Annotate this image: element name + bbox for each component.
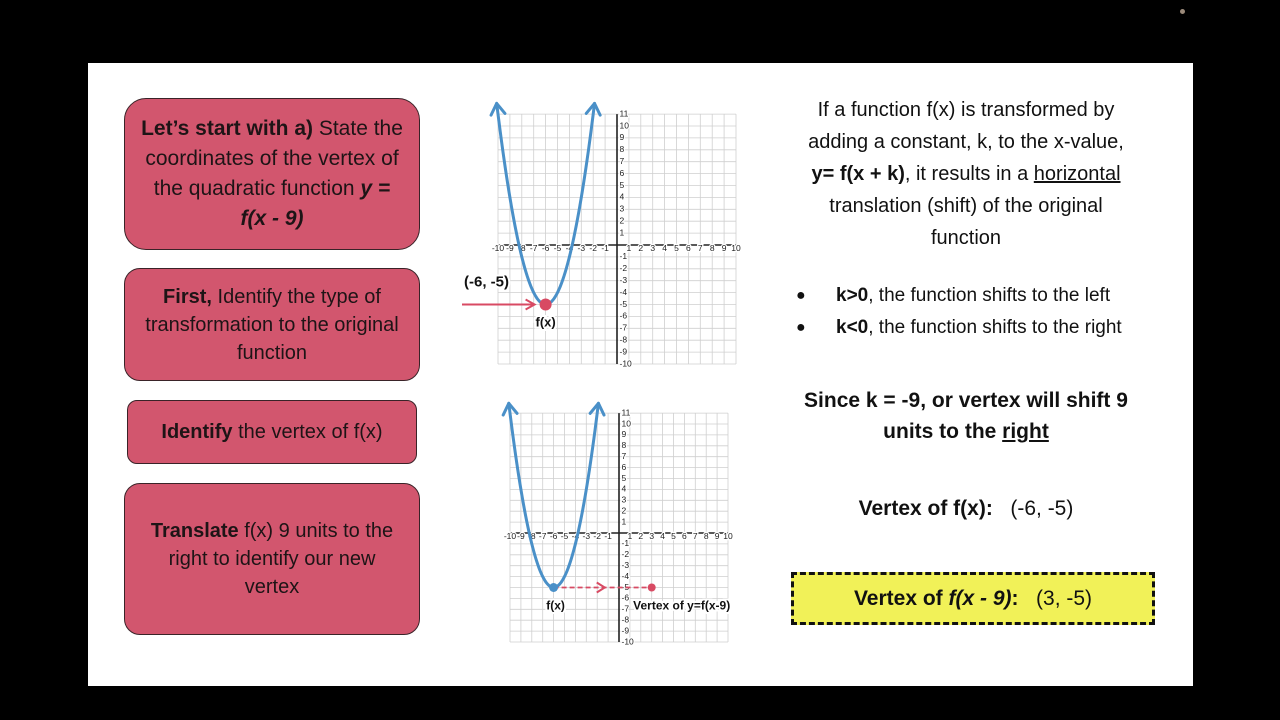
new-vertex-label: Vertex of y=f(x-9) <box>633 598 731 613</box>
x-tick-label: 7 <box>692 530 698 541</box>
x-tick-label: 4 <box>660 530 665 541</box>
bullet-k-negative-text: , the function shifts to the right <box>868 317 1122 338</box>
y-tick-label: -9 <box>619 346 628 357</box>
vertex-coordinate-label: (-6, -5) <box>464 273 509 291</box>
since-line-1: Since k = -9, or vertex will shift 9 <box>804 389 1128 412</box>
y-tick-label: -1 <box>621 538 630 549</box>
original-vertex-point <box>549 583 558 592</box>
x-tick-label: -9 <box>506 242 514 253</box>
y-tick-label: 10 <box>619 120 629 131</box>
bullet-marker: ● <box>796 319 806 336</box>
step-first-text: Identify the type of transformation to the original function <box>145 285 399 364</box>
x-tick-label: -2 <box>589 242 597 253</box>
y-tick-label: -5 <box>621 581 630 592</box>
rule-line-5: function <box>930 227 1002 249</box>
x-tick-label: -4 <box>571 530 580 541</box>
y-tick-label: 7 <box>621 450 627 461</box>
step-translate-box <box>124 483 420 635</box>
y-tick-label: -3 <box>621 559 630 570</box>
curve-label: f(x) <box>546 598 565 613</box>
y-tick-label: 5 <box>619 179 625 190</box>
y-tick-label: 2 <box>619 215 625 226</box>
x-tick-label: 3 <box>650 242 656 253</box>
vertex-fx-value: (-6, -5) <box>1010 497 1074 520</box>
y-tick-label: 5 <box>621 472 627 483</box>
window-indicator-dot <box>1180 9 1185 14</box>
since-text <box>780 385 1152 447</box>
x-tick-label: -10 <box>503 530 517 541</box>
step-first-bold: First, <box>163 285 212 308</box>
y-tick-label: 3 <box>619 203 625 214</box>
vertex-new-label-post: : <box>1011 586 1019 610</box>
y-tick-label: -10 <box>621 636 634 647</box>
y-tick-label: -3 <box>619 274 628 285</box>
step-a-func: y = f(x - 9) <box>240 177 391 230</box>
x-tick-label: 1 <box>627 530 633 541</box>
y-tick-label: 11 <box>619 108 629 119</box>
y-tick-label: -5 <box>619 298 628 309</box>
x-tick-label: -6 <box>541 242 550 253</box>
x-tick-label: -1 <box>604 530 612 541</box>
y-tick-label: -6 <box>619 310 628 321</box>
vertex-fx-label: Vertex of f(x): <box>858 497 993 520</box>
y-tick-label: -7 <box>619 322 628 333</box>
x-tick-label: 1 <box>626 242 632 253</box>
curve-label: f(x) <box>535 314 556 330</box>
graph-1-svg <box>458 92 774 382</box>
x-tick-label: 8 <box>703 530 709 541</box>
y-tick-label: 11 <box>621 407 631 418</box>
y-tick-label: 1 <box>619 227 625 238</box>
x-tick-label: -5 <box>553 242 562 253</box>
y-tick-label: -4 <box>619 286 628 297</box>
bullet-k-positive-bold: k>0 <box>836 285 869 306</box>
x-tick-label: 2 <box>638 242 644 253</box>
x-tick-label: -5 <box>560 530 569 541</box>
step-translate-bold: Translate <box>150 520 239 542</box>
bullet-k-positive-text: , the function shifts to the left <box>868 285 1111 306</box>
rule-line-3-underlined: horizontal <box>1033 163 1121 185</box>
y-tick-label: -10 <box>619 358 632 369</box>
step-a-text: State the coordinates of the vertex of the quadratic function <box>145 117 403 200</box>
y-tick-label: -6 <box>621 592 630 603</box>
step-identify-bold: Identify <box>161 421 233 443</box>
y-tick-label: 10 <box>621 418 631 429</box>
step-a-bold: Let’s start with a) <box>141 117 313 140</box>
y-tick-label: 2 <box>621 505 627 516</box>
y-tick-label: -2 <box>621 549 630 560</box>
x-tick-label: 9 <box>714 530 720 541</box>
x-tick-label: -2 <box>593 530 601 541</box>
x-tick-label: 9 <box>721 242 727 253</box>
x-tick-label: 5 <box>671 530 676 541</box>
y-tick-label: 7 <box>619 155 625 166</box>
vertex-point <box>540 299 552 311</box>
step-a-box <box>124 98 420 250</box>
x-tick-label: 6 <box>686 242 691 253</box>
vertex-new-label-pre: Vertex of <box>853 586 949 610</box>
vertex-fx-line <box>780 497 1152 521</box>
y-tick-label: 9 <box>619 132 625 143</box>
graph-2-svg <box>485 390 775 648</box>
y-tick-label: 8 <box>621 440 627 451</box>
rule-line-1: If a function f(x) is transformed by <box>817 99 1115 121</box>
x-tick-label: -4 <box>565 242 574 253</box>
y-tick-label: 8 <box>619 144 625 155</box>
x-tick-label: -10 <box>491 242 505 253</box>
x-tick-label: 7 <box>697 242 703 253</box>
rule-line-3-bold: y= f(x + k) <box>811 163 905 185</box>
x-tick-label: -7 <box>538 530 547 541</box>
x-tick-label: 10 <box>723 530 733 541</box>
rule-text <box>780 94 1152 254</box>
x-tick-label: -7 <box>529 242 538 253</box>
graph-1 <box>458 92 774 382</box>
y-tick-label: 1 <box>621 516 627 527</box>
x-tick-label: -8 <box>518 242 526 253</box>
x-tick-label: 5 <box>674 242 679 253</box>
x-tick-label: 2 <box>638 530 644 541</box>
rule-line-2: adding a constant, k, to the x-value, <box>808 131 1124 153</box>
y-tick-label: -8 <box>619 334 628 345</box>
x-tick-label: -6 <box>549 530 558 541</box>
y-tick-label: 9 <box>621 429 627 440</box>
y-tick-label: -2 <box>619 263 628 274</box>
step-translate-text: f(x) 9 units to the right to identify our new vertex <box>168 520 394 598</box>
vertex-new-value: (3, -5) <box>1036 586 1093 610</box>
graph-2 <box>485 390 775 648</box>
x-tick-label: -1 <box>601 242 609 253</box>
y-tick-label: -1 <box>619 251 628 262</box>
since-right-underlined: right <box>1002 420 1049 443</box>
x-tick-label: -8 <box>528 530 536 541</box>
bullet-k-negative-bold: k<0 <box>836 317 869 338</box>
step-first-box <box>124 268 420 381</box>
new-vertex-point <box>648 584 656 592</box>
x-tick-label: 4 <box>662 242 667 253</box>
y-tick-label: 4 <box>621 483 627 494</box>
step-identify-box <box>127 400 417 464</box>
y-tick-label: -7 <box>621 603 630 614</box>
step-identify-text: the vertex of f(x) <box>232 421 383 443</box>
bullet-k-positive <box>796 280 1176 312</box>
x-tick-label: 8 <box>709 242 715 253</box>
rule-line-3-rest: , it results in a <box>904 163 1034 185</box>
x-tick-label: 6 <box>682 530 687 541</box>
x-tick-label: -9 <box>517 530 525 541</box>
y-tick-label: 4 <box>619 191 625 202</box>
new-vertex-highlight <box>791 572 1155 625</box>
y-tick-label: 6 <box>619 167 625 178</box>
x-tick-label: 3 <box>649 530 655 541</box>
x-tick-label: -3 <box>577 242 586 253</box>
y-tick-label: -8 <box>621 614 630 625</box>
rule-line-4: translation (shift) of the original <box>829 195 1103 217</box>
y-tick-label: 6 <box>621 461 627 472</box>
y-tick-label: 3 <box>621 494 627 505</box>
vertex-new-label-fn: f(x - 9) <box>948 586 1012 610</box>
bullet-k-negative <box>796 312 1176 344</box>
x-tick-label: 10 <box>731 242 741 253</box>
y-tick-label: -4 <box>621 570 630 581</box>
bullet-marker: ● <box>796 287 806 304</box>
k-bullets <box>796 280 1176 344</box>
since-line-2: units to the <box>883 420 1003 443</box>
y-tick-label: -9 <box>621 625 630 636</box>
x-tick-label: -3 <box>582 530 591 541</box>
